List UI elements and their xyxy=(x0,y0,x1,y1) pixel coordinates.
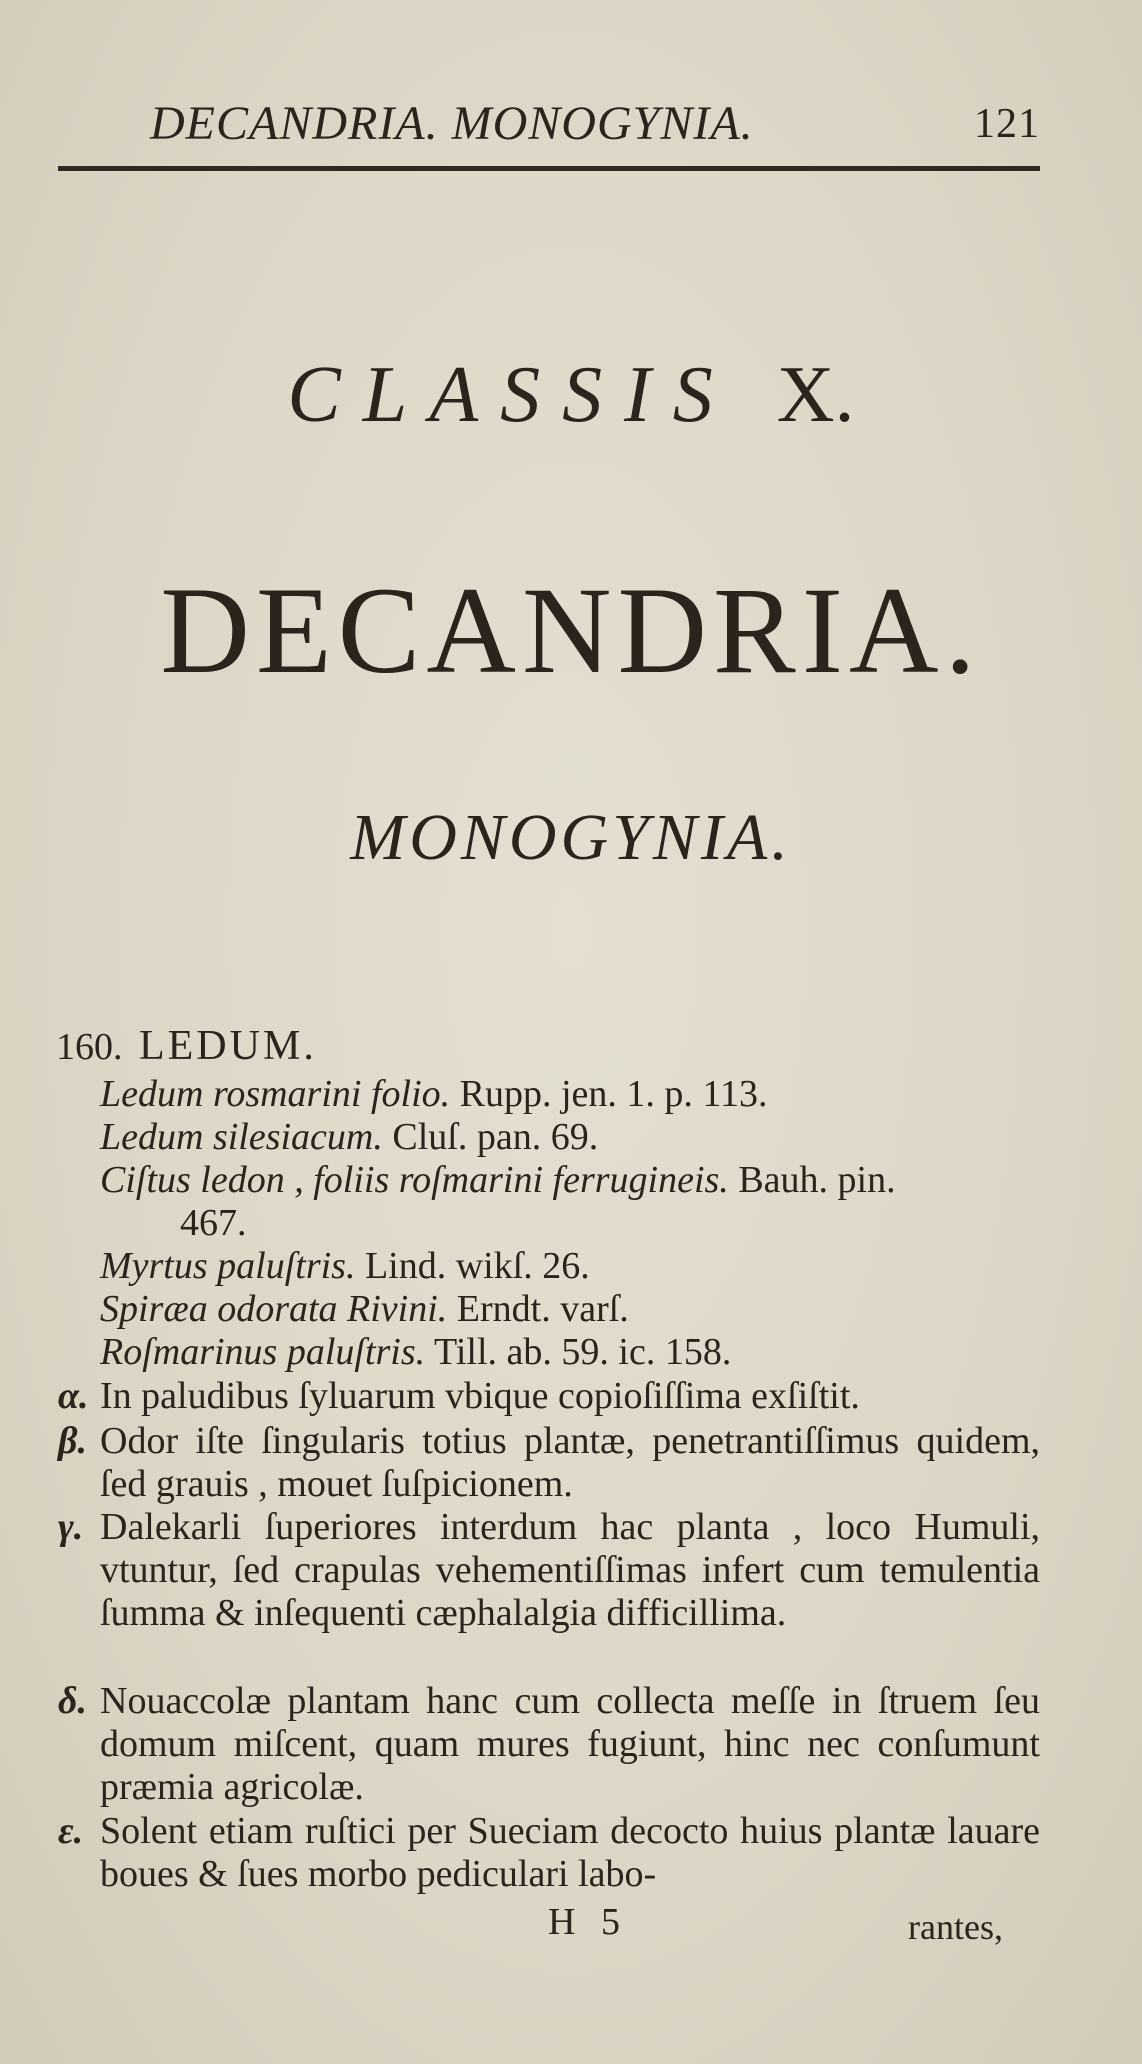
synonym-name: Ledum silesiacum. xyxy=(100,1116,383,1158)
note-text: Odor iſte ſingularis totius plantæ, penetrantiſſimus quidem, ſed grauis , mouet ſuſpicionem. xyxy=(100,1420,1040,1505)
note-paragraph xyxy=(58,1506,1040,1635)
note-marker: α. xyxy=(58,1375,89,1417)
class-name: DECANDRIA. xyxy=(160,562,982,699)
synonym-ref: Till. ab. 59. ic. 158. xyxy=(433,1331,732,1373)
synonym-line xyxy=(100,1244,1040,1288)
synonym-ref: Lind. wikſ. 26. xyxy=(364,1245,590,1287)
synonym-ref: Erndt. varſ. xyxy=(456,1288,629,1330)
class-heading xyxy=(0,350,1142,441)
synonym-ref: Cluſ. pan. 69. xyxy=(392,1116,599,1158)
note-text: Dalekarli ſuperiores interdum hac planta , loco Humuli, vtuntur, ſed crapulas vehementiſſimas infert cum temulentia ſumma & inſequenti cæphalalgia difficillima. xyxy=(100,1506,1040,1634)
note-text: Solent etiam ruſtici per Sueciam decocto huius plantæ lauare boues & ſues morbo pediculari labo- xyxy=(100,1810,1040,1895)
synonym-line xyxy=(100,1158,1040,1202)
synonym-name: Roſmarinus paluſtris. xyxy=(100,1331,426,1373)
synonym-line xyxy=(100,1330,1040,1374)
note-text: Nouaccolæ plantam hanc cum collecta meſſe in ſtruem ſeu domum miſcent, quam mures fugiunt, hinc nec conſumunt præmia agricolæ. xyxy=(100,1680,1040,1808)
note-paragraph xyxy=(58,1810,1040,1896)
synonym-name: Ledum rosmarini folio. xyxy=(100,1073,451,1115)
note-marker: γ. xyxy=(58,1506,84,1548)
signature-mark: H 5 xyxy=(548,1901,628,1943)
note-text: In paludibus ſyluarum vbique copioſiſſima exſiſtit. xyxy=(100,1375,860,1417)
header-rule xyxy=(58,166,1040,171)
synonym-name: Myrtus paluſtris. xyxy=(100,1245,356,1287)
synonym-line xyxy=(100,1115,1040,1159)
running-head xyxy=(150,96,1040,156)
page-number: 121 xyxy=(974,101,1040,147)
note-paragraph xyxy=(58,1375,1040,1418)
note-marker: ε. xyxy=(58,1810,84,1852)
note-paragraph xyxy=(58,1680,1040,1809)
synonym-ref: 467. xyxy=(180,1202,247,1244)
synonym-ref: Bauh. pin. xyxy=(738,1159,896,1201)
synonym-ref: Rupp. jen. 1. p. 113. xyxy=(459,1073,768,1115)
class-label: CLASSIS xyxy=(287,351,735,439)
note-marker: δ. xyxy=(58,1680,87,1722)
synonym-name: Spiræa odorata Rivini. xyxy=(100,1288,448,1330)
synonym-line xyxy=(100,1287,1040,1331)
genus-name: LEDUM. xyxy=(139,1023,317,1069)
synonym-name: Ciſtus ledon , foliis roſmarini ferrugineis. xyxy=(100,1159,729,1201)
genus-heading xyxy=(56,1022,317,1070)
class-numeral: X. xyxy=(776,351,855,439)
synonym-line xyxy=(100,1072,1040,1116)
note-paragraph xyxy=(58,1420,1040,1506)
note-marker: β. xyxy=(58,1420,87,1462)
running-head-title: DECANDRIA. MONOGYNIA. xyxy=(150,97,754,150)
order-name: MONOGYNIA. xyxy=(350,801,792,874)
synonym-line xyxy=(180,1201,1120,1245)
genus-number: 160. xyxy=(56,1026,123,1068)
catchword: rantes, xyxy=(908,1907,1003,1947)
